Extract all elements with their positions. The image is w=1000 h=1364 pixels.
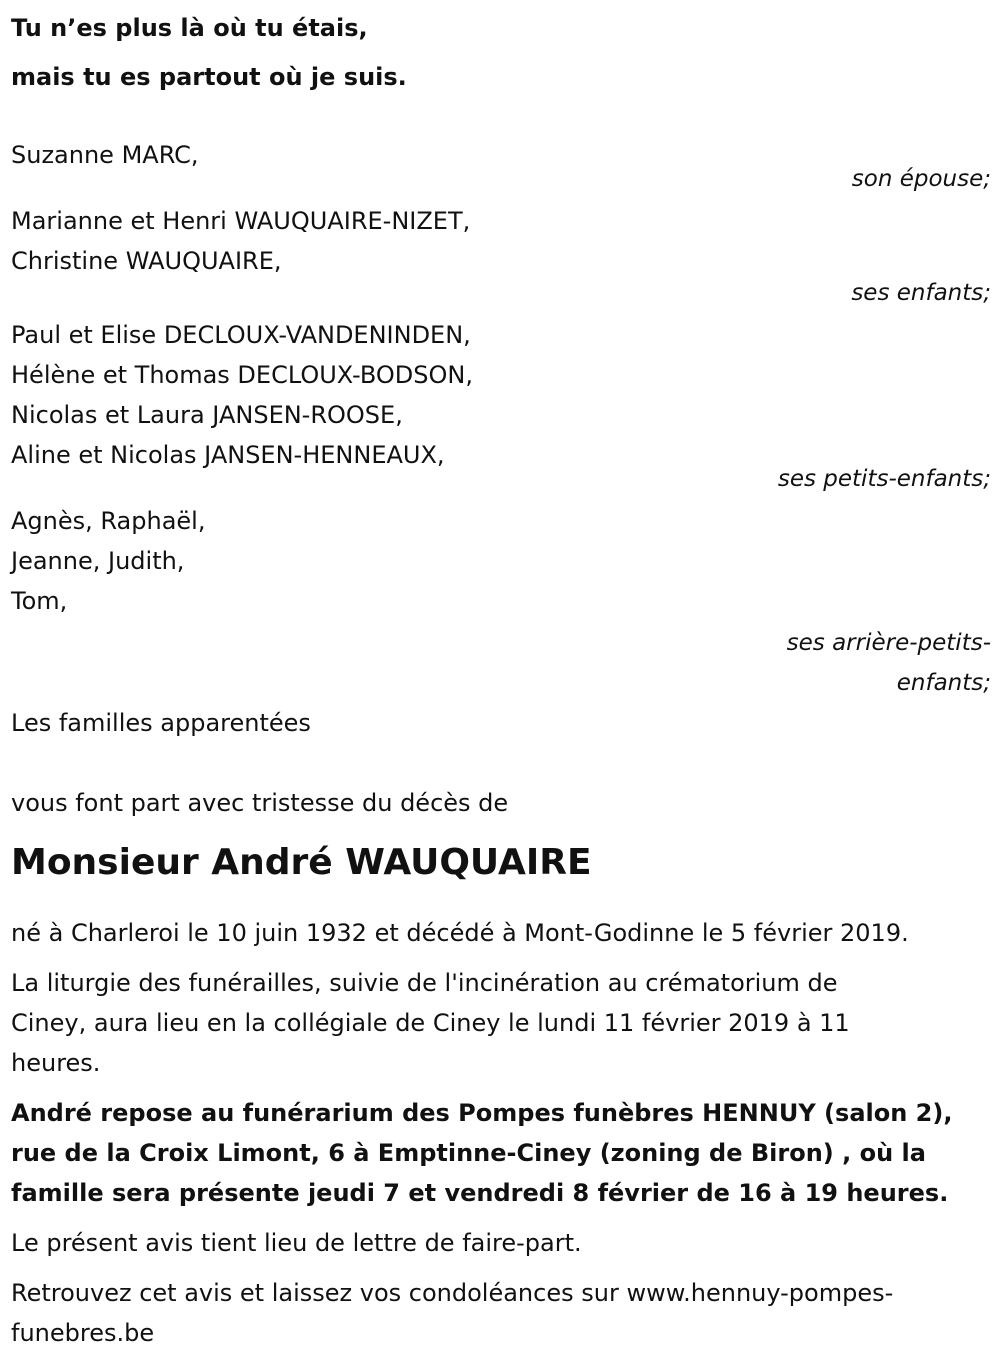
relationship-label: enfants; [896,670,991,696]
spouse-group [11,135,991,199]
paragraph-line: Ciney, aura lieu en la collégiale de Ciney le lundi 11 février 2019 à 11 [11,1009,850,1037]
family-name: Suzanne MARC, [11,141,199,169]
family-name: Aline et Nicolas JANSEN-HENNEAUX, [11,441,445,469]
epigraph [11,4,991,102]
relationship-label: ses petits-enfants; [777,466,991,492]
great-grandchildren-group [11,501,991,703]
family-name: Agnès, Raphaël, [11,507,206,535]
paragraph-line: Retrouvez cet avis et laissez vos condoléances sur www.hennuy-pompes- [11,1279,894,1307]
paragraph-line: funebres.be [11,1319,155,1347]
family-name: Paul et Elise DECLOUX-VANDENINDEN, [11,321,471,349]
paragraph-line: famille sera présente jeudi 7 et vendredi 8 février de 16 à 19 heures. [11,1179,949,1207]
family-name: Marianne et Henri WAUQUAIRE-NIZET, [11,207,471,235]
children-group [11,201,991,313]
birth-death-details: né à Charleroi le 10 juin 1932 et décédé à Mont-Godinne le 5 février 2019. [11,919,909,947]
family-name: Jeanne, Judith, [11,547,185,575]
relationship-label: ses enfants; [851,280,991,306]
announcement-text: vous font part avec tristesse du décès de [11,789,509,817]
epigraph-line-1: Tu n’es plus là où tu étais, [11,14,368,42]
related-families: Les familles apparentées [11,709,311,737]
obituary-notice [11,0,991,1363]
notice-text: Le présent avis tient lieu de lettre de faire-part. [11,1229,582,1257]
deceased-name: Monsieur André WAUQUAIRE [11,842,592,883]
relationship-label: ses arrière-petits- [786,630,991,656]
paragraph-line: André repose au funérarium des Pompes funèbres HENNUY (salon 2), [11,1099,953,1127]
epigraph-line-2: mais tu es partout où je suis. [11,63,407,91]
condolence-website [11,1273,991,1353]
grandchildren-group [11,315,991,499]
paragraph-line: La liturgie des funérailles, suivie de l'incinération au crématorium de [11,969,838,997]
family-name: Hélène et Thomas DECLOUX-BODSON, [11,361,473,389]
paragraph-line: heures. [11,1049,101,1077]
funeral-details [11,963,991,1083]
family-name: Tom, [11,587,68,615]
paragraph-line: rue de la Croix Limont, 6 à Emptinne-Ciney (zoning de Biron) , où la [11,1139,926,1167]
family-name: Nicolas et Laura JANSEN-ROOSE, [11,401,403,429]
relationship-label: son épouse; [851,166,991,192]
visitation-details [11,1093,991,1213]
family-name: Christine WAUQUAIRE, [11,247,282,275]
